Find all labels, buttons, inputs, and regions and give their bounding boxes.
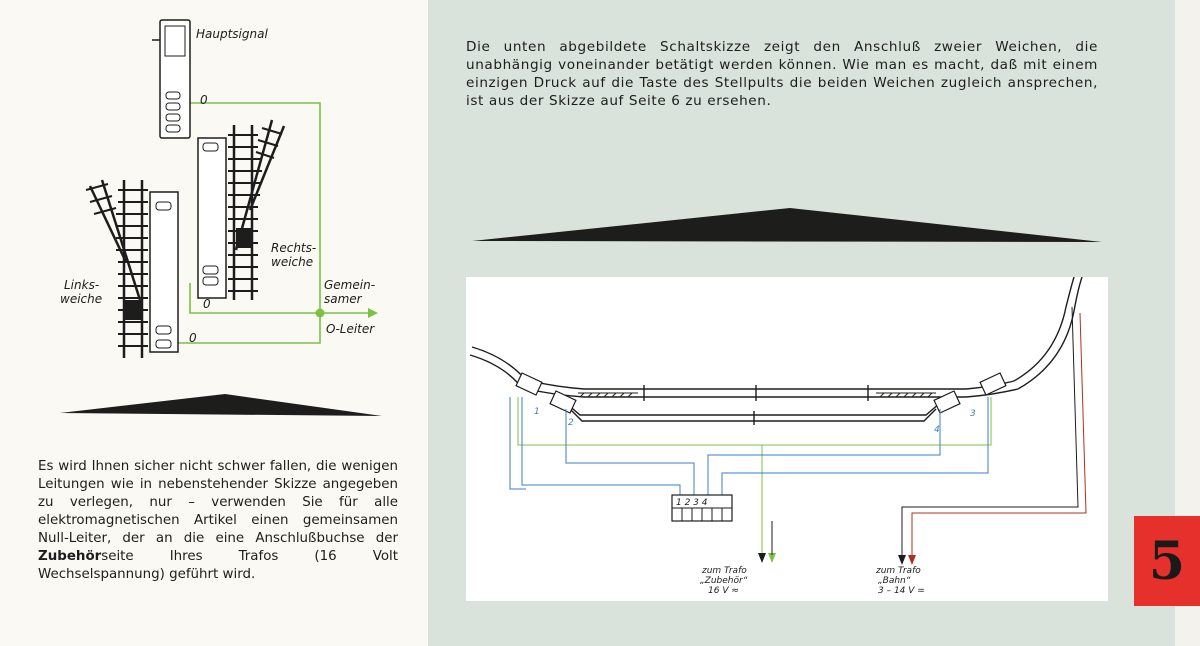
main-signal <box>152 20 190 138</box>
left-wedge-divider <box>60 392 382 418</box>
left-turnout <box>86 180 178 358</box>
label-o-leiter: O-Leiter <box>326 322 375 336</box>
left-body-bold: Zubehör <box>38 549 102 564</box>
wiring-diagram <box>466 277 1108 601</box>
control-panel-stellpult <box>672 495 732 521</box>
turnout-number-1: 1 <box>534 407 540 417</box>
right-wedge-divider <box>472 206 1102 244</box>
label-linksweiche-2: weiche <box>60 292 103 306</box>
label-zero-left-turnout: 0 <box>189 331 197 345</box>
trafo-bahn-line2: „Bahn“ <box>878 576 911 586</box>
panel-numbers: 1 2 3 4 <box>676 498 708 508</box>
label-gemeinsamer-1: Gemein- <box>324 278 376 292</box>
junction-dot <box>316 309 325 318</box>
trafo-bahn-line1: zum Trafo <box>876 566 921 576</box>
turnout-number-3: 3 <box>970 409 976 419</box>
label-zero-signal: 0 <box>200 93 208 107</box>
right-turnout <box>198 120 284 300</box>
turnout-signal-sketch <box>0 0 428 430</box>
left-body-part-1: Es wird Ihnen sicher nicht schwer fallen, die wenigen Leitungen wie in nebenstehender Skizze angegeben zu verlegen, nur – verwenden Sie für alle elektromagnetischen Artikel einen gemeinsamen Null-Leiter, der an die eine Anschlußbuchse der <box>38 459 398 546</box>
label-rechtsweiche-2: weiche <box>271 255 314 269</box>
turnout-number-4: 4 <box>934 425 940 435</box>
label-rechtsweiche-1: Rechts- <box>271 241 317 255</box>
arrow-zubehoer-black <box>758 553 766 563</box>
turnout-number-2: 2 <box>568 418 574 428</box>
page-number-tab: 5 <box>1134 516 1200 606</box>
label-gemeinsamer-2: samer <box>324 292 362 306</box>
label-hauptsignal: Hauptsignal <box>196 27 268 41</box>
wiring-diagram-panel <box>466 277 1108 601</box>
trafo-bahn-line3: 3 – 14 V = <box>878 586 925 596</box>
left-body-part-2: seite Ihres Trafos (16 Volt Wechselspannung) geführt wird. <box>38 549 398 582</box>
arrow-bahn-red <box>908 555 916 565</box>
right-body-text: Die unten abgebildete Schaltskizze zeigt den Anschluß zweier Weichen, die unabhängig voneinander betätigt werden können. Wie man es macht, daß mit einem einzigen Druck auf die Taste des Stellpults die beiden Weichen zugleich ansprechen, ist aus der Skizze auf Seite 6 zu ersehen. <box>466 39 1098 109</box>
trafo-zubehoer-line1: zum Trafo <box>702 566 747 576</box>
arrow-bahn-black <box>898 555 906 565</box>
blue-control-wires <box>510 397 988 495</box>
feeder-wires <box>902 307 1086 557</box>
label-linksweiche-1: Links- <box>64 278 100 292</box>
left-body-text <box>38 458 398 584</box>
trafo-zubehoer-line2: „Zubehör“ <box>700 576 748 586</box>
trafo-zubehoer-line3: 16 V ≈ <box>708 586 739 596</box>
label-zero-right-turnout: 0 <box>203 297 211 311</box>
arrow-head <box>368 308 378 318</box>
